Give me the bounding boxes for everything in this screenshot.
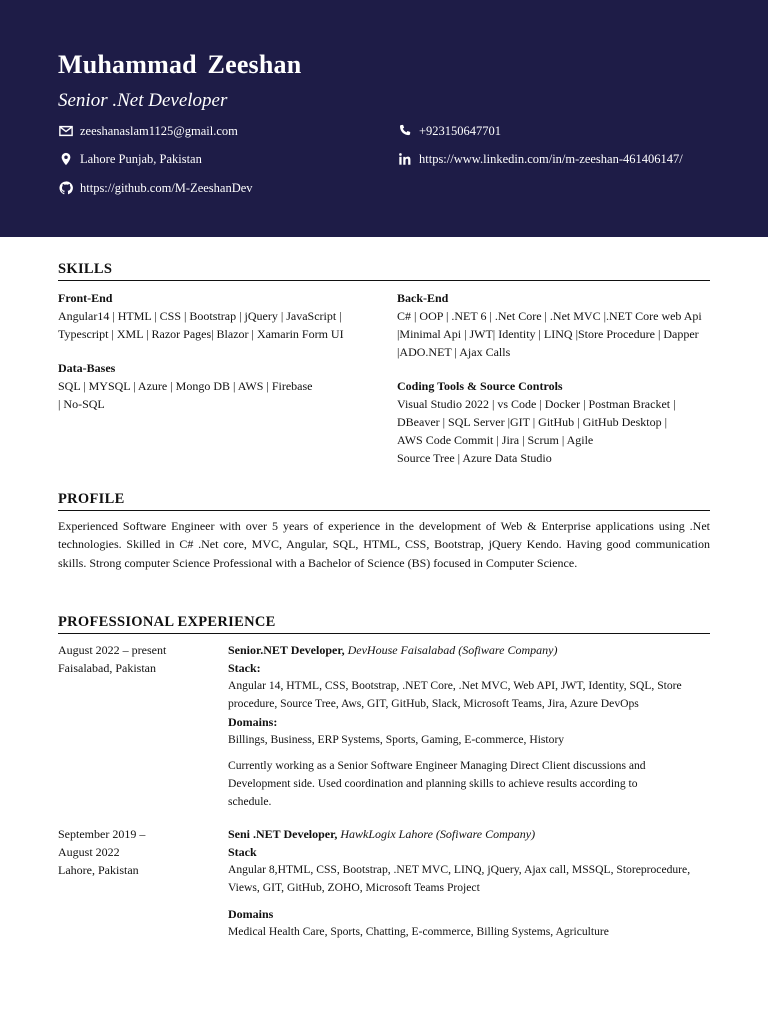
- skills-heading: SKILLS: [58, 261, 113, 277]
- skills-backend: [397, 289, 702, 361]
- job-1-stack-label: Stack:: [228, 661, 261, 675]
- job-2-domains-label: Domains: [228, 907, 274, 921]
- phone-text[interactable]: +923150647701: [419, 123, 502, 138]
- job-2-details: [228, 825, 718, 941]
- tools-line: Source Tree | Azure Data Studio: [397, 451, 552, 465]
- job-2-meta: [58, 825, 145, 879]
- job-1-stack-line: procedure, Source Tree, Aws, GIT, GitHub, Slack, Microsoft Teams, Jira, Azure DevOps: [228, 697, 639, 710]
- skills-databases: [58, 359, 312, 413]
- profile-heading: PROFILE: [58, 491, 125, 507]
- contact-phone[interactable]: [397, 123, 501, 139]
- job-1-summary-line: schedule.: [228, 795, 272, 808]
- backend-line: C# | OOP | .NET 6 | .Net Core | .Net MVC |.NET Core web Api: [397, 309, 702, 323]
- contact-location: [58, 151, 202, 167]
- job-2-heading: [228, 825, 718, 843]
- linkedin-link[interactable]: https://www.linkedin.com/in/m-zeeshan-461406147/: [419, 151, 683, 166]
- frontend-line: Angular14 | HTML | CSS | Bootstrap | jQuery | JavaScript |: [58, 309, 342, 323]
- github-icon: [58, 180, 74, 196]
- databases-line: SQL | MYSQL | Azure | Mongo DB | AWS | Firebase: [58, 379, 313, 393]
- job-1-role: Senior.NET Developer,: [228, 643, 345, 657]
- job-2-stack-label: Stack: [228, 845, 257, 859]
- job-2-role: Seni .NET Developer,: [228, 827, 338, 841]
- location-icon: [58, 151, 74, 167]
- frontend-line: Typescript | XML | Razor Pages| Blazor | Xamarin Form UI: [58, 327, 344, 341]
- skills-tools: [397, 377, 676, 467]
- skills-divider: [58, 280, 710, 281]
- job-1-heading: [228, 641, 718, 659]
- experience-divider: [58, 633, 710, 634]
- tools-line: DBeaver | SQL Server |GIT | GitHub | GitHub Desktop |: [397, 415, 667, 429]
- frontend-title: Front-End: [58, 291, 113, 305]
- tools-line: AWS Code Commit | Jira | Scrum | Agile: [397, 433, 594, 447]
- tools-title: Coding Tools & Source Controls: [397, 379, 563, 393]
- job-1-stack-line: Angular 14, HTML, CSS, Bootstrap, .NET Core, .Net MVC, Web API, JWT, Identity, SQL, Store: [228, 679, 682, 692]
- job-1-domains: Billings, Business, ERP Systems, Sports, Gaming, E-commerce, History: [228, 733, 565, 746]
- job-1-summary-line: Currently working as a Senior Software Engineer Managing Direct Client discussions and: [228, 759, 646, 772]
- job-2-company: HawkLogix Lahore (Sofiware Company): [340, 827, 536, 841]
- job-2-stack-line: Angular 8,HTML, CSS, Bootstrap, .NET MVC, LINQ, jQuery, Ajax call, MSSQL, Storeprocedure,: [228, 863, 691, 876]
- job-2-dates-start: September 2019 –: [58, 827, 146, 841]
- job-2-stack-line: Views, GIT, GitHub, ZOHO, Microsoft Teams Project: [228, 881, 480, 894]
- skills-frontend: [58, 289, 344, 343]
- job-1-domains-label: Domains:: [228, 715, 278, 729]
- job-1-dates: August 2022 – present: [58, 643, 167, 657]
- candidate-name: Muhammad Zeeshan: [58, 50, 302, 79]
- job-2-dates-end: August 2022: [58, 845, 120, 859]
- job-1-summary-line: Development side. Used coordination and planning skills to achieve results according to: [228, 777, 638, 790]
- job-2-location: Lahore, Pakistan: [58, 863, 139, 877]
- contact-github[interactable]: [58, 180, 253, 196]
- email-icon: [58, 123, 74, 139]
- contact-email[interactable]: [58, 123, 238, 139]
- job-2-domains: Medical Health Care, Sports, Chatting, E-commerce, Billing Systems, Agriculture: [228, 925, 609, 938]
- experience-heading: PROFESSIONAL EXPERIENCE: [58, 614, 276, 630]
- backend-title: Back-End: [397, 291, 449, 305]
- databases-line: | No-SQL: [58, 397, 105, 411]
- candidate-title: Senior .Net Developer: [58, 90, 228, 111]
- github-link[interactable]: https://github.com/M-ZeeshanDev: [80, 180, 253, 195]
- resume-header: [0, 0, 768, 237]
- backend-line: |Minimal Api | JWT| Identity | LINQ |Store Procedure | Dapper: [397, 327, 699, 341]
- email-text[interactable]: zeeshanaslam1125@gmail.com: [80, 123, 238, 138]
- linkedin-icon: [397, 151, 413, 167]
- backend-line: |ADO.NET | Ajax Calls: [397, 345, 511, 359]
- contact-linkedin[interactable]: [397, 151, 683, 167]
- profile-divider: [58, 510, 710, 511]
- job-1-company: DevHouse Faisalabad (Sofiware Company): [347, 643, 558, 657]
- job-1-meta: [58, 641, 166, 677]
- job-1-details: [228, 641, 718, 811]
- phone-icon: [397, 123, 413, 139]
- databases-title: Data-Bases: [58, 361, 116, 375]
- job-1-location: Faisalabad, Pakistan: [58, 661, 156, 675]
- location-text: Lahore Punjab, Pakistan: [80, 151, 202, 166]
- tools-line: Visual Studio 2022 | vs Code | Docker | Postman Bracket |: [397, 397, 676, 411]
- profile-text: Experienced Software Engineer with over 5 years of experience in the development of Web & Enterprise applications using .Net technologies. Skilled in C# .Net core, MVC, Angular, SQL, HTML, CSS, Bootstrap, jQuery Kendo. Having good communication skills. Strong computer Science Professional with a Bachelor of Science (BS) focused in Computer Science.: [58, 519, 710, 570]
